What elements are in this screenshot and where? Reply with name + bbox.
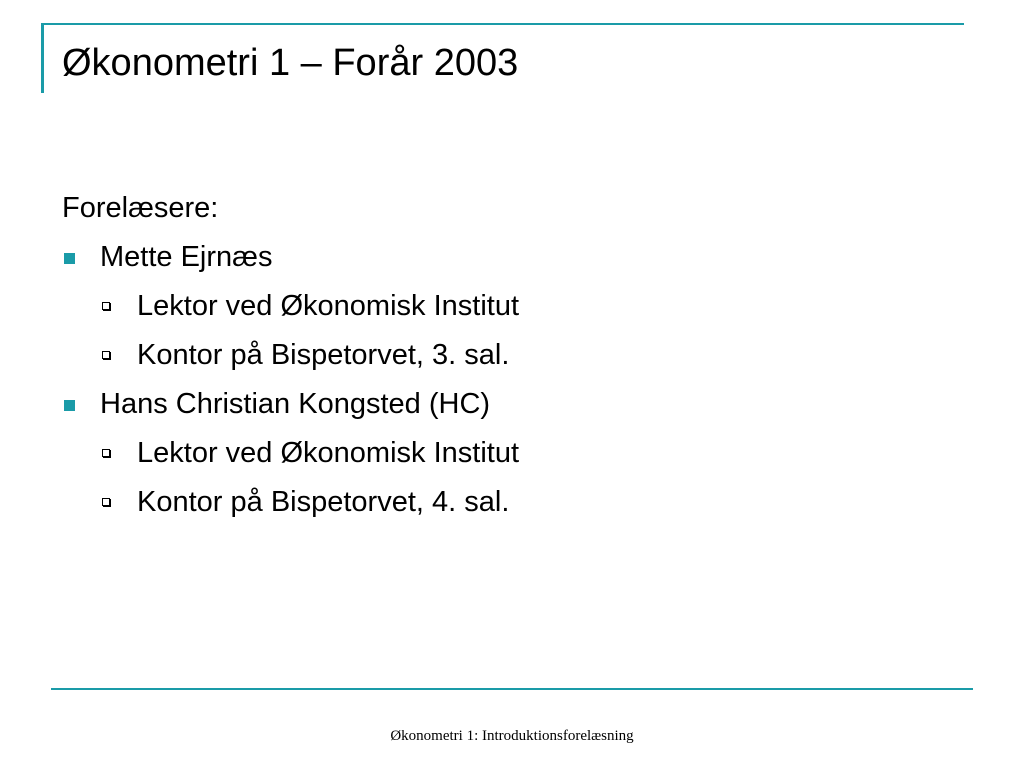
lecturer-name: Mette Ejrnæs bbox=[100, 241, 273, 273]
title-accent-bar-horizontal bbox=[41, 23, 964, 25]
square-bullet-icon bbox=[64, 253, 75, 264]
lecturer-detail: Lektor ved Økonomisk Institut bbox=[137, 290, 519, 322]
hollow-square-bullet-icon bbox=[102, 449, 110, 457]
hollow-square-bullet-icon bbox=[102, 302, 110, 310]
lecturer-detail: Kontor på Bispetorvet, 3. sal. bbox=[137, 339, 510, 371]
footer-divider bbox=[51, 688, 973, 690]
title-accent-bar-vertical bbox=[41, 25, 44, 93]
lecturer-name: Hans Christian Kongsted (HC) bbox=[100, 388, 491, 420]
slide-title: Økonometri 1 – Forår 2003 bbox=[62, 42, 519, 84]
lecturer-detail: Lektor ved Økonomisk Institut bbox=[137, 437, 519, 469]
slide-footer: Økonometri 1: Introduktionsforelæsning bbox=[390, 728, 634, 744]
hollow-square-bullet-icon bbox=[102, 351, 110, 359]
lecturers-heading: Forelæsere: bbox=[62, 192, 219, 224]
lecturer-detail: Kontor på Bispetorvet, 4. sal. bbox=[137, 486, 510, 518]
hollow-square-bullet-icon bbox=[102, 498, 110, 506]
square-bullet-icon bbox=[64, 400, 75, 411]
